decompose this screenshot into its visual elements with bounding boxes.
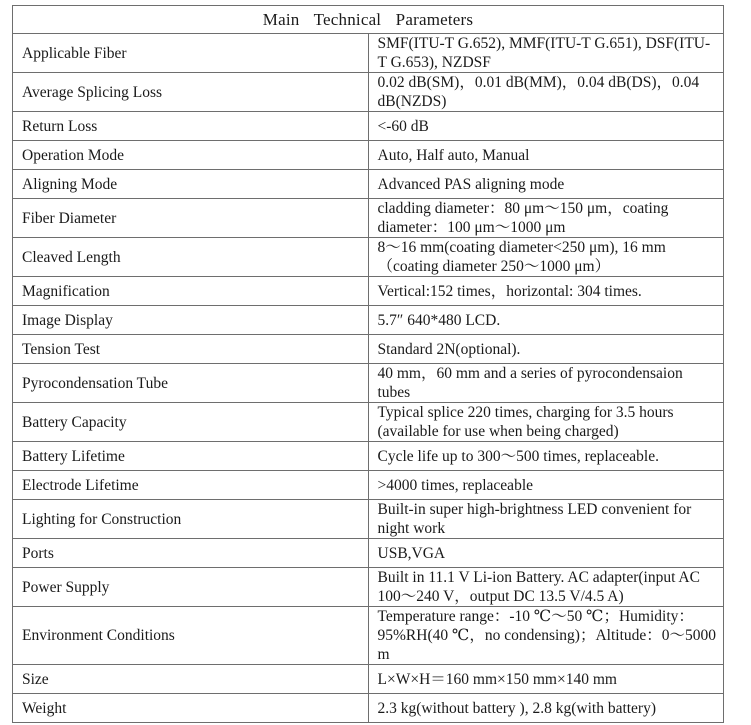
row-value: Vertical:152 times，horizontal: 304 times. <box>368 277 724 306</box>
table-row <box>13 568 724 607</box>
table-row <box>13 335 724 364</box>
row-value: 8～16 mm(coating diameter<250 μm), 16 mm（coating diameter 250～1000 μm） <box>368 238 724 277</box>
row-label: Aligning Mode <box>13 170 369 199</box>
table-row <box>13 112 724 141</box>
table-row <box>13 238 724 277</box>
row-label: Electrode Lifetime <box>13 471 369 500</box>
table-row <box>13 306 724 335</box>
row-value: cladding diameter：80 μm～150 μm，coating diameter：100 μm～1000 μm <box>368 199 724 238</box>
row-value: Built-in super high-brightness LED convenient for night work <box>368 500 724 539</box>
row-value: Typical splice 220 times, charging for 3.5 hours (available for use when being charged) <box>368 403 724 442</box>
row-label: Return Loss <box>13 112 369 141</box>
row-value: 40 mm，60 mm and a series of pyrocondensaion tubes <box>368 364 724 403</box>
table-body <box>13 34 724 723</box>
row-label: Battery Lifetime <box>13 442 369 471</box>
row-label: Power Supply <box>13 568 369 607</box>
table-row <box>13 500 724 539</box>
table-title: Main Technical Parameters <box>13 6 724 34</box>
table-row <box>13 364 724 403</box>
row-label: Image Display <box>13 306 369 335</box>
row-label: Environment Conditions <box>13 607 369 665</box>
row-label: Applicable Fiber <box>13 34 369 73</box>
title-row <box>13 6 724 34</box>
row-label: Weight <box>13 694 369 723</box>
table-row <box>13 665 724 694</box>
row-label: Pyrocondensation Tube <box>13 364 369 403</box>
row-label: Average Splicing Loss <box>13 73 369 112</box>
table-row <box>13 199 724 238</box>
table-row <box>13 694 724 723</box>
row-label: Lighting for Construction <box>13 500 369 539</box>
table-row <box>13 539 724 568</box>
spec-table <box>12 5 724 723</box>
row-label: Magnification <box>13 277 369 306</box>
row-value: Cycle life up to 300～500 times, replaceable. <box>368 442 724 471</box>
row-value: L×W×H＝160 mm×150 mm×140 mm <box>368 665 724 694</box>
row-label: Battery Capacity <box>13 403 369 442</box>
row-value: 2.3 kg(without battery ), 2.8 kg(with battery) <box>368 694 724 723</box>
table-row <box>13 170 724 199</box>
row-label: Tension Test <box>13 335 369 364</box>
row-label: Operation Mode <box>13 141 369 170</box>
row-value: Auto, Half auto, Manual <box>368 141 724 170</box>
row-label: Cleaved Length <box>13 238 369 277</box>
table-row <box>13 73 724 112</box>
table-row <box>13 471 724 500</box>
row-label: Fiber Diameter <box>13 199 369 238</box>
table-row <box>13 442 724 471</box>
row-label: Size <box>13 665 369 694</box>
row-value: Advanced PAS aligning mode <box>368 170 724 199</box>
row-value: 0.02 dB(SM)，0.01 dB(MM)，0.04 dB(DS)，0.04 dB(NZDS) <box>368 73 724 112</box>
row-value: SMF(ITU-T G.652), MMF(ITU-T G.651), DSF(ITU-T G.653), NZDSF <box>368 34 724 73</box>
row-value: USB,VGA <box>368 539 724 568</box>
row-value: Built in 11.1 V Li-ion Battery. AC adapter(input AC 100～240 V，output DC 13.5 V/4.5 A) <box>368 568 724 607</box>
table-row <box>13 277 724 306</box>
row-value: 5.7″ 640*480 LCD. <box>368 306 724 335</box>
row-value: <-60 dB <box>368 112 724 141</box>
row-value: Standard 2N(optional). <box>368 335 724 364</box>
row-value: >4000 times, replaceable <box>368 471 724 500</box>
row-label: Ports <box>13 539 369 568</box>
table-row <box>13 607 724 665</box>
table-row <box>13 403 724 442</box>
table-row <box>13 141 724 170</box>
table-row <box>13 34 724 73</box>
row-value: Temperature range：-10 ℃～50 ℃；Humidity：95%RH(40 ℃，no condensing)；Altitude：0～5000 m <box>368 607 724 665</box>
